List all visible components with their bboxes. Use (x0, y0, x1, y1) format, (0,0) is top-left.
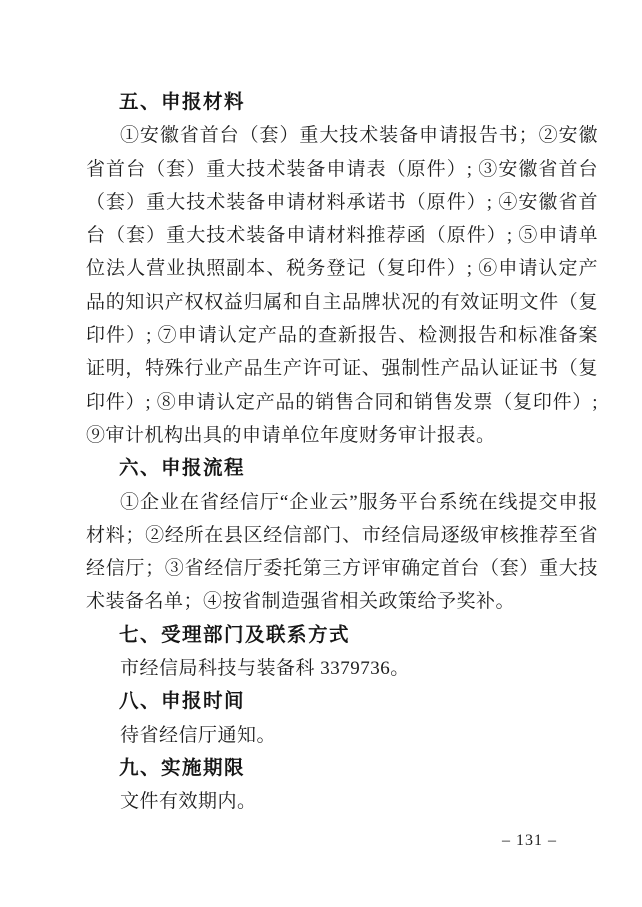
section-paragraph: ①企业在省经信厅“企业云”服务平台系统在线提交申报材料；②经所在县区经信部门、市经信局逐级审核推荐至省经信厅；③省经信厅委托第三方评审确定首台（套）重大技术装备名单；④按省制造强省相关政策给予奖补。 (86, 491, 598, 613)
section-application-process (86, 452, 598, 618)
section-heading: 九、实施期限 (119, 756, 246, 779)
section-accepting-department-contact (86, 619, 598, 686)
section-application-materials (86, 86, 598, 452)
section-paragraph: ①安徽省首台（套）重大技术装备申请报告书；②安徽省首台（套）重大技术装备申请表（原件）; ③安徽省首台（套）重大技术装备申请材料承诺书（原件）; ④安徽省首台（套）重大技术装备申请材料推荐函（原件）; ⑤申请单位法人营业执照副本、税务登记（复印件）; ⑥申请认定产品的知识产权权益归属和自主品牌状况的有效证明文件（复印件）; ⑦申请认定产品的查新报告、检测报告和标准备案证明，特殊行业产品生产许可证、强制性产品认证证书（复印件）; ⑧申请认定产品的销售合同和销售发票（复印件）; ⑨审计机构出具的申请单位年度财务审计报表。 (86, 125, 598, 446)
section-heading: 五、申报材料 (119, 91, 246, 113)
document-body (86, 86, 598, 819)
section-implementation-period (86, 752, 598, 819)
section-heading: 六、申报流程 (119, 457, 246, 480)
section-paragraph: 文件有效期内。 (120, 791, 257, 813)
section-heading: 七、受理部门及联系方式 (119, 623, 351, 646)
page-number: – 131 – (502, 832, 557, 849)
section-paragraph: 待省经信厅通知。 (120, 724, 277, 746)
section-heading: 八、申报时间 (119, 690, 246, 713)
section-paragraph: 市经信局科技与装备科 3379736。 (120, 658, 410, 680)
section-application-time (86, 685, 598, 752)
